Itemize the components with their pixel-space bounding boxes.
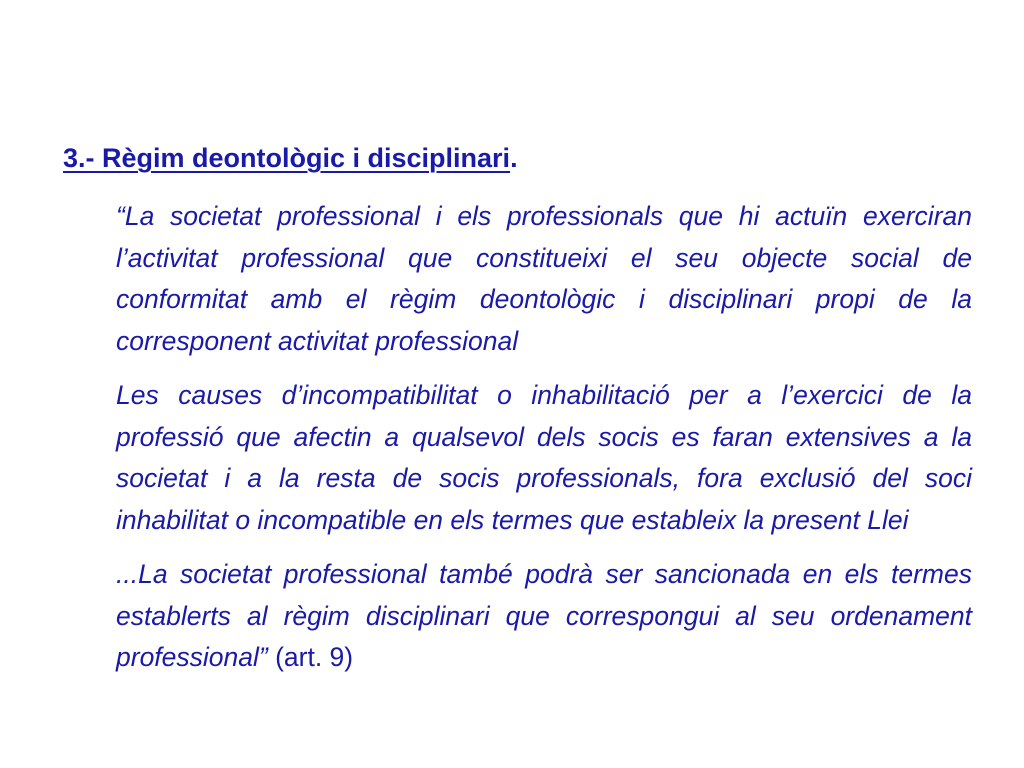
section-title: 3.- Règim deontològic i disciplinari [63,143,511,173]
quote-paragraph-3 [116,554,972,679]
quote-paragraph-1 [116,196,972,362]
section-heading [63,138,518,178]
article-reference: (art. 9) [267,642,354,672]
quote-paragraph-2-text: Les causes d’incompatibilitat o inhabilitació per a l’exercici de la professió que afectin a qualsevol dels socis es faran extensives a la societat i a la resta de socis professionals, fora exclusió del soci inhabilitat o incompatible en els termes que estableix la present Llei [116,380,972,535]
quoted-text-body [116,196,972,692]
quote-paragraph-3-text: ...La societat professional també podrà ser sancionada en els termes establerts al règim disciplinari que correspongui al seu ordenament professional” [116,559,972,672]
section-title-period: . [510,143,518,173]
quote-paragraph-2 [116,375,972,541]
quote-paragraph-1-text: “La societat professional i els professionals que hi actuïn exerciran l’activitat professional que constitueixi el seu objecte social de conformitat amb el règim deontològic i disciplinari propi de la corresponent activitat professional [116,201,972,356]
